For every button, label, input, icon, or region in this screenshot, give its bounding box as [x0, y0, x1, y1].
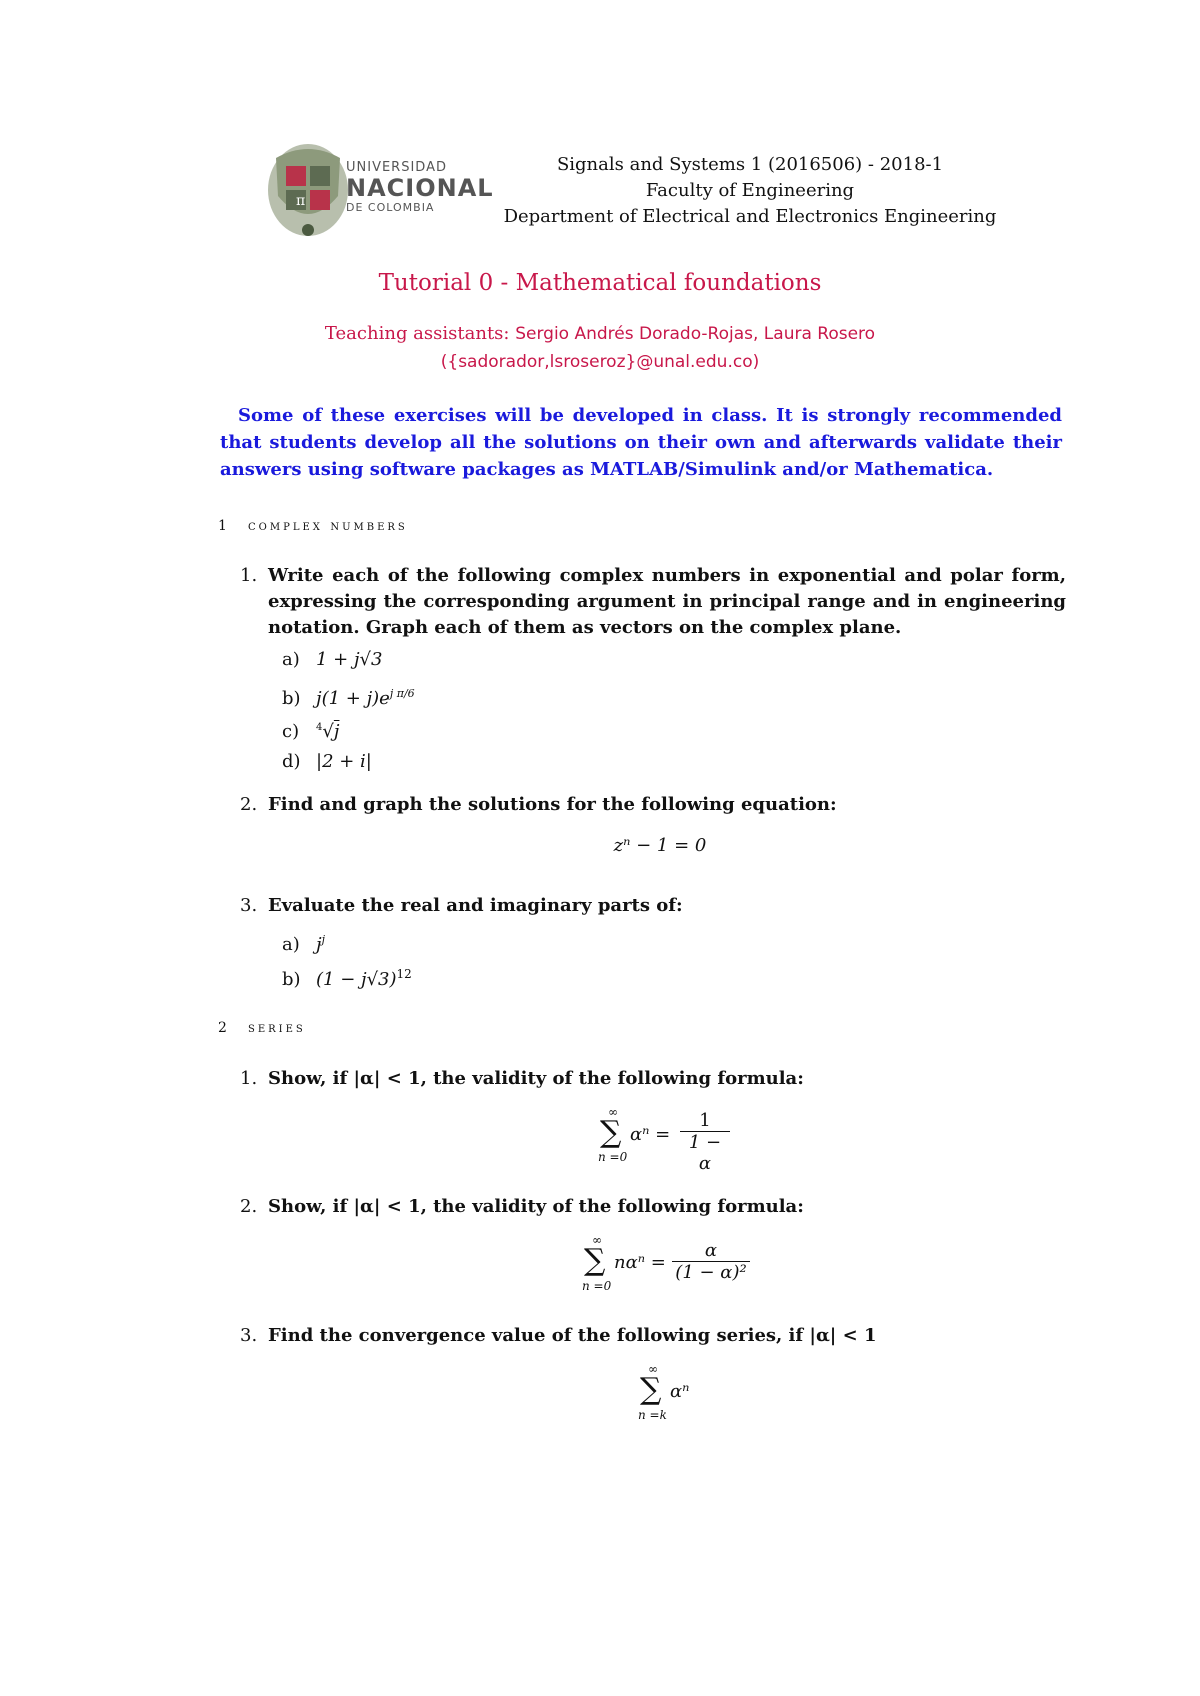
math-expression: j: [316, 934, 322, 955]
math-expression: j: [333, 721, 340, 742]
exercise-text: Find the convergence value of the following series, if |α| < 1: [268, 1325, 877, 1346]
list-item: [282, 676, 415, 710]
section-heading: [218, 1020, 306, 1036]
fraction-denominator: 1 − α: [680, 1131, 730, 1174]
fraction: [680, 1110, 730, 1174]
list-item: [282, 956, 412, 990]
exercise: [240, 893, 1066, 919]
exercise: [240, 1194, 1066, 1220]
exercise: [240, 563, 1066, 641]
exercise-number: 2.: [240, 794, 258, 815]
fraction-numerator: α: [704, 1240, 718, 1261]
exercise-text: Show, if |α| < 1, the validity of the following formula:: [268, 1068, 804, 1089]
sum-term: αⁿ =: [630, 1124, 671, 1145]
list-item: [282, 922, 412, 956]
exercise-text: Show, if |α| < 1, the validity of the following formula:: [268, 1196, 804, 1217]
sum-upper-limit: ∞: [648, 1362, 658, 1376]
fraction: [672, 1240, 750, 1283]
equation: zⁿ − 1 = 0: [613, 835, 707, 856]
sum-term: nαⁿ =: [614, 1252, 666, 1273]
sum-lower-limit: n =0: [598, 1150, 628, 1164]
exercise: [240, 792, 1066, 818]
assistants-label: Teaching assistants:: [324, 323, 510, 344]
faculty-name: Faculty of Engineering: [645, 180, 855, 201]
sum-sign: ∑: [584, 1243, 606, 1278]
section-number: 2: [218, 1020, 227, 1036]
exercise-number: 3.: [240, 895, 258, 916]
logo-line-3: DE COLOMBIA: [346, 201, 435, 214]
exercise-number: 2.: [240, 1196, 258, 1217]
item-label: b): [282, 969, 301, 990]
course-header: [500, 152, 1000, 230]
sum-lower-limit: n =k: [638, 1408, 667, 1422]
math-expression: j(1 + j)e: [316, 688, 390, 709]
item-label: a): [282, 649, 300, 670]
fraction-numerator: 1: [699, 1110, 711, 1131]
exercise-number: 1.: [240, 565, 258, 586]
item-label: d): [282, 751, 301, 772]
sum-upper-limit: ∞: [608, 1105, 618, 1119]
list-item: [282, 642, 415, 676]
exercise-items: [282, 922, 412, 990]
recommendation-note: Some of these exercises will be developed in class. It is strongly recommended that students develop all the solutions on their own and afterwards validate their answers using software packages as MATLAB/Simulink and/or Mathematica.: [220, 405, 1062, 480]
course-name: Signals and Systems 1 (2016506) - 2018-1: [556, 154, 944, 175]
fraction-denominator: (1 − α)²: [672, 1261, 750, 1283]
svg-text:π: π: [296, 193, 306, 209]
exercise-items: [282, 642, 415, 778]
exercise-number: 3.: [240, 1325, 258, 1346]
exercise: [240, 1323, 1066, 1349]
exercise: [240, 1066, 1066, 1092]
page-title: Tutorial 0 - Mathematical foundations: [378, 270, 822, 296]
root-index: 4: [316, 722, 323, 733]
university-logo: [258, 140, 494, 240]
section-title: series: [248, 1020, 306, 1036]
section-heading: [218, 518, 408, 534]
logo-line-1: UNIVERSIDAD: [346, 160, 447, 175]
exercise-text: Find and graph the solutions for the following equation:: [268, 794, 837, 815]
logo-line-2: NACIONAL: [346, 174, 494, 202]
teaching-assistants: [0, 320, 1200, 376]
math-exponent: 12: [396, 967, 412, 981]
assistants-names: Sergio Andrés Dorado-Rojas, Laura Rosero: [515, 324, 876, 344]
exercise-text: Write each of the following complex numbers in exponential and polar form, expressing the corresponding argument in principal range and in engineering notation. Graph each of them as vectors on the complex plane.: [268, 565, 1066, 638]
item-label: b): [282, 688, 301, 709]
root-sign: √: [322, 721, 334, 742]
item-label: c): [282, 721, 300, 742]
math-expression: (1 − j√3): [316, 969, 397, 990]
math-expression: |2 + i|: [316, 751, 372, 772]
exercise-text: Evaluate the real and imaginary parts of:: [268, 895, 683, 916]
exercise-number: 1.: [240, 1068, 258, 1089]
item-label: a): [282, 934, 300, 955]
math-expression: 1 + j√3: [316, 649, 383, 670]
section-number: 1: [218, 518, 227, 534]
math-exponent: j π/6: [389, 687, 415, 700]
assistants-emails: ({sadorador,lsroseroz}@unal.edu.co): [440, 352, 760, 372]
sum-term: αⁿ: [670, 1381, 690, 1402]
sum-sign: ∑: [640, 1372, 662, 1407]
sum-upper-limit: ∞: [592, 1233, 602, 1247]
list-item: [282, 744, 415, 778]
list-item: [282, 710, 415, 744]
department-name: Department of Electrical and Electronics Engineering: [503, 206, 997, 227]
section-title: complex numbers: [248, 518, 408, 534]
sum-sign: ∑: [600, 1115, 622, 1150]
math-exponent: j: [321, 933, 326, 946]
sum-lower-limit: n =0: [582, 1279, 612, 1293]
